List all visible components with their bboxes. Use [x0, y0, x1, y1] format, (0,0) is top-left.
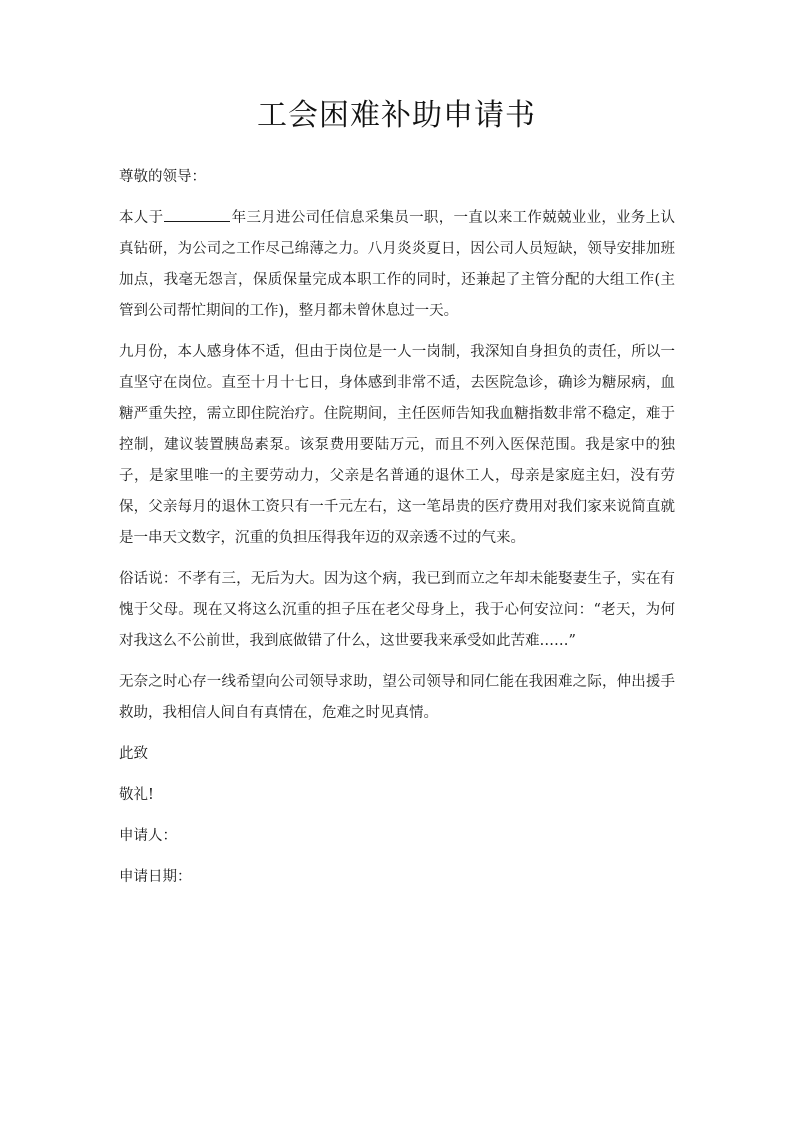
year-blank-field: [164, 207, 230, 222]
document-title: 工会困难补助申请书: [257, 98, 536, 133]
paragraph-3: 俗话说：不孝有三，无后为大。因为这个病，我已到而立之年却未能娶妻生子，实在有愧于父母。现在又将这么沉重的担子压在老父母身上，我于心何安泣问：“老天，为何对我这么不公前世，我到底做错了什么，这世要我来承受如此苦难……”: [119, 571, 675, 649]
closing-line-1: 此致: [119, 746, 148, 762]
salutation: 尊敬的领导：: [119, 169, 206, 185]
paragraph-4: 无奈之时心存一线希望向公司领导求助，望公司领导和同仁能在我困难之际，伸出援手救助，我相信人间自有真情在，危难之时见真情。: [119, 674, 675, 721]
document-body: [119, 162, 675, 903]
date-label: 申请日期：: [119, 869, 192, 885]
paragraph-1: [119, 203, 675, 327]
paragraph-1-prefix: 本人于: [119, 210, 164, 226]
paragraph-1-text: 年三月进公司任信息采集员一职，一直以来工作兢兢业业，业务上认真钻研，为公司之工作尽己绵薄之力。八月炎炎夏日，因公司人员短缺，领导安排加班加点，我毫无怨言，保质保量完成本职工作的同时，还兼起了主管分配的大组工作(主管到公司帮忙期间的工作)，整月都未曾休息过一天。: [119, 210, 676, 319]
paragraph-2: 九月份，本人感身体不适，但由于岗位是一人一岗制，我深知自身担负的责任，所以一直坚守在岗位。直至十月十七日，身体感到非常不适，去医院急诊，确诊为糖尿病，血糖严重失控，需立即住院治疗。住院期间，主任医师告知我血糖指数非常不稳定，难于控制，建议装置胰岛素泵。该泵费用要陆万元，而且不列入医保范围。我是家中的独子，是家里唯一的主要劳动力，父亲是名普通的退休工人，母亲是家庭主妇，没有劳保，父亲每月的退休工资只有一千元左右，这一笔昂贵的医疗费用对我们家来说简直就是一串天文数字，沉重的负担压得我年迈的双亲透不过的气来。: [119, 344, 675, 546]
closing-line-2: 敬礼!: [119, 787, 154, 803]
applicant-label: 申请人：: [119, 828, 177, 844]
